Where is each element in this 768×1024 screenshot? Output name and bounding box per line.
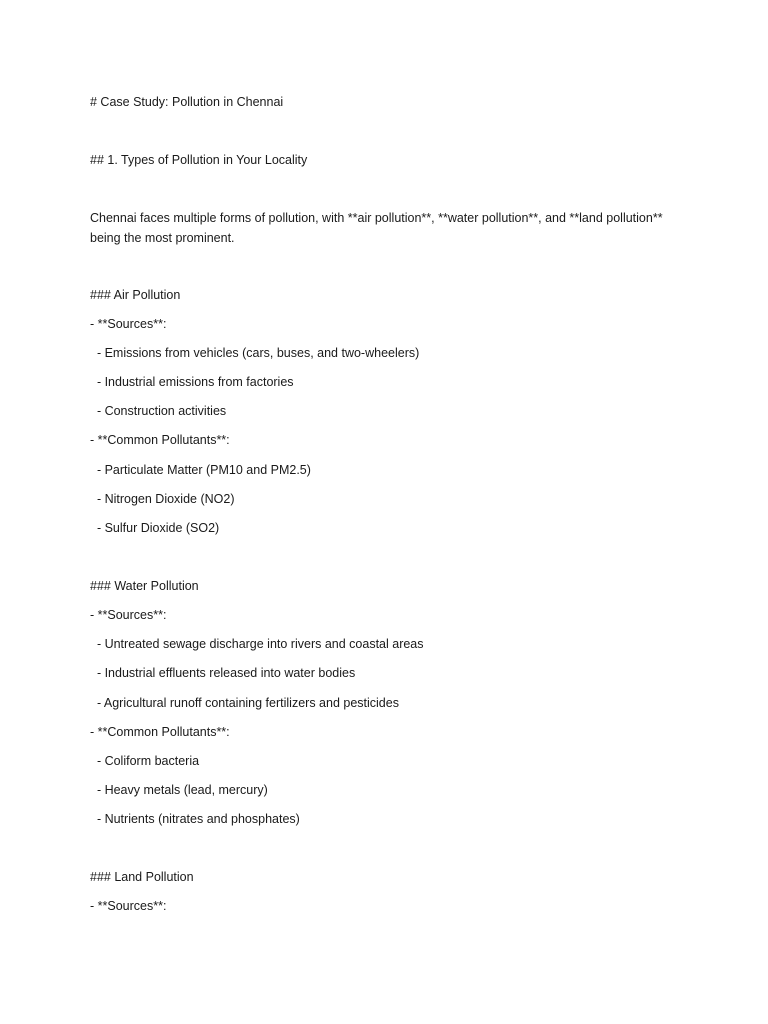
air-pollution-heading: ### Air Pollution [90,288,181,302]
list-item: - Nitrogen Dioxide (NO2) [90,492,235,506]
document-title: # Case Study: Pollution in Chennai [90,95,284,109]
list-item: - Agricultural runoff containing fertilizers and pesticides [90,696,399,710]
air-sources-label: - **Sources**: [90,317,167,331]
list-item: - Industrial emissions from factories [90,375,294,389]
land-pollution-heading: ### Land Pollution [90,870,194,884]
water-pollution-heading: ### Water Pollution [90,579,199,593]
water-pollutants-label: - **Common Pollutants**: [90,725,230,739]
list-item: - Sulfur Dioxide (SO2) [90,521,220,535]
list-item: - Industrial effluents released into water bodies [90,666,356,680]
air-pollutants-label: - **Common Pollutants**: [90,433,230,447]
intro-paragraph: Chennai faces multiple forms of pollution, with **air pollution**, **water pollution**, and **land pollution** being the most prominent. [90,211,663,245]
list-item: - Nutrients (nitrates and phosphates) [90,812,300,826]
list-item: - Particulate Matter (PM10 and PM2.5) [90,463,311,477]
land-sources-label: - **Sources**: [90,899,167,913]
list-item: - Construction activities [90,404,227,418]
list-item: - Heavy metals (lead, mercury) [90,783,268,797]
list-item: - Untreated sewage discharge into rivers and coastal areas [90,637,424,651]
section-heading-types: ## 1. Types of Pollution in Your Locality [90,153,308,167]
list-item: - Emissions from vehicles (cars, buses, and two-wheelers) [90,346,420,360]
water-sources-label: - **Sources**: [90,608,167,622]
list-item: - Coliform bacteria [90,754,200,768]
